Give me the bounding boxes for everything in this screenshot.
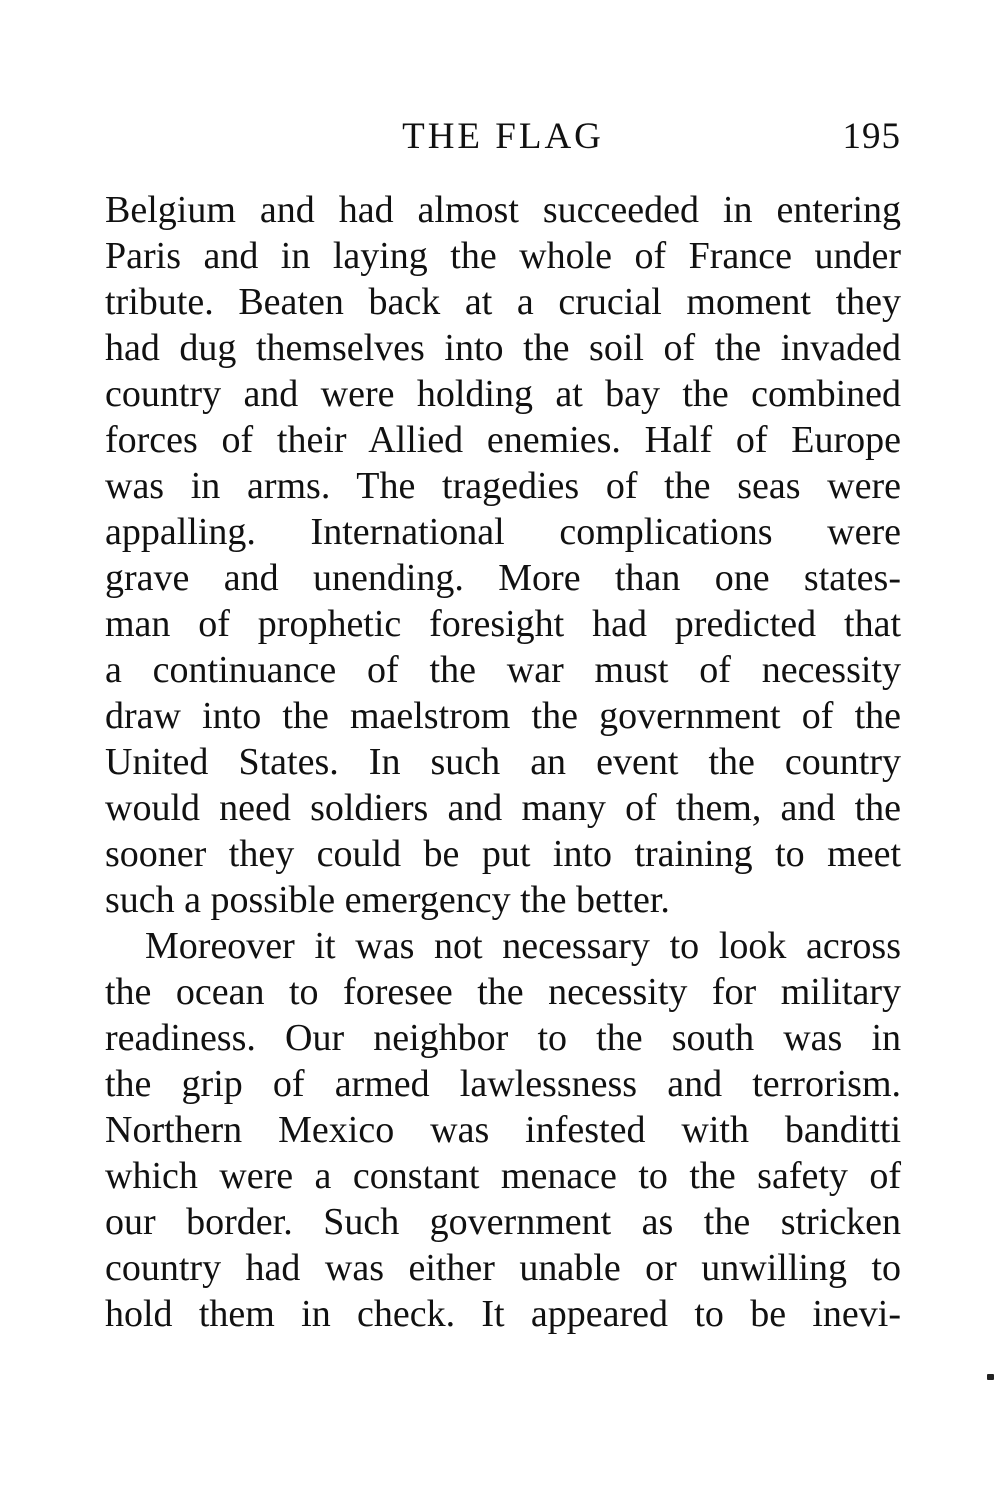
text-line: such a possible emergency the better. <box>105 879 670 921</box>
text-line: United States. In such an event the country <box>105 741 901 783</box>
text-line: country had was either unable or unwilling to <box>105 1247 901 1289</box>
text-line: draw into the maelstrom the government of the <box>105 695 901 737</box>
text-line: country and were holding at bay the combined <box>105 373 901 415</box>
text-line: readiness. Our neighbor to the south was in <box>105 1017 901 1059</box>
text-line: would need soldiers and many of them, and the <box>105 787 901 829</box>
text-line: Moreover it was not necessary to look across <box>145 925 901 967</box>
text-line: was in arms. The tragedies of the seas were <box>105 465 901 507</box>
page-number: 195 <box>842 116 901 157</box>
running-title: THE FLAG <box>402 116 604 157</box>
paragraph-2 <box>105 923 901 1337</box>
text-line: appalling. International complications were <box>105 511 901 553</box>
body-text <box>105 187 901 1337</box>
text-line: Paris and in laying the whole of France under <box>105 235 901 277</box>
text-line: sooner they could be put into training to meet <box>105 833 901 875</box>
text-line: the ocean to foresee the necessity for military <box>105 971 901 1013</box>
text-line: the grip of armed lawlessness and terrorism. <box>105 1063 901 1105</box>
paragraph-1 <box>105 187 901 923</box>
ink-speck <box>987 1374 994 1380</box>
text-line: a continuance of the war must of necessity <box>105 649 901 691</box>
text-line: Belgium and had almost succeeded in entering <box>105 189 901 231</box>
text-line: man of prophetic foresight had predicted that <box>105 603 901 645</box>
text-line: our border. Such government as the stricken <box>105 1201 901 1243</box>
running-head <box>105 112 901 162</box>
text-line: had dug themselves into the soil of the invaded <box>105 327 901 369</box>
text-line: grave and unending. More than one states- <box>105 557 901 599</box>
text-line: Northern Mexico was infested with banditti <box>105 1109 901 1151</box>
text-line: hold them in check. It appeared to be inevi- <box>105 1293 901 1335</box>
text-line: forces of their Allied enemies. Half of Europe <box>105 419 901 461</box>
text-line: tribute. Beaten back at a crucial moment they <box>105 281 901 323</box>
text-line: which were a constant menace to the safety of <box>105 1155 901 1197</box>
